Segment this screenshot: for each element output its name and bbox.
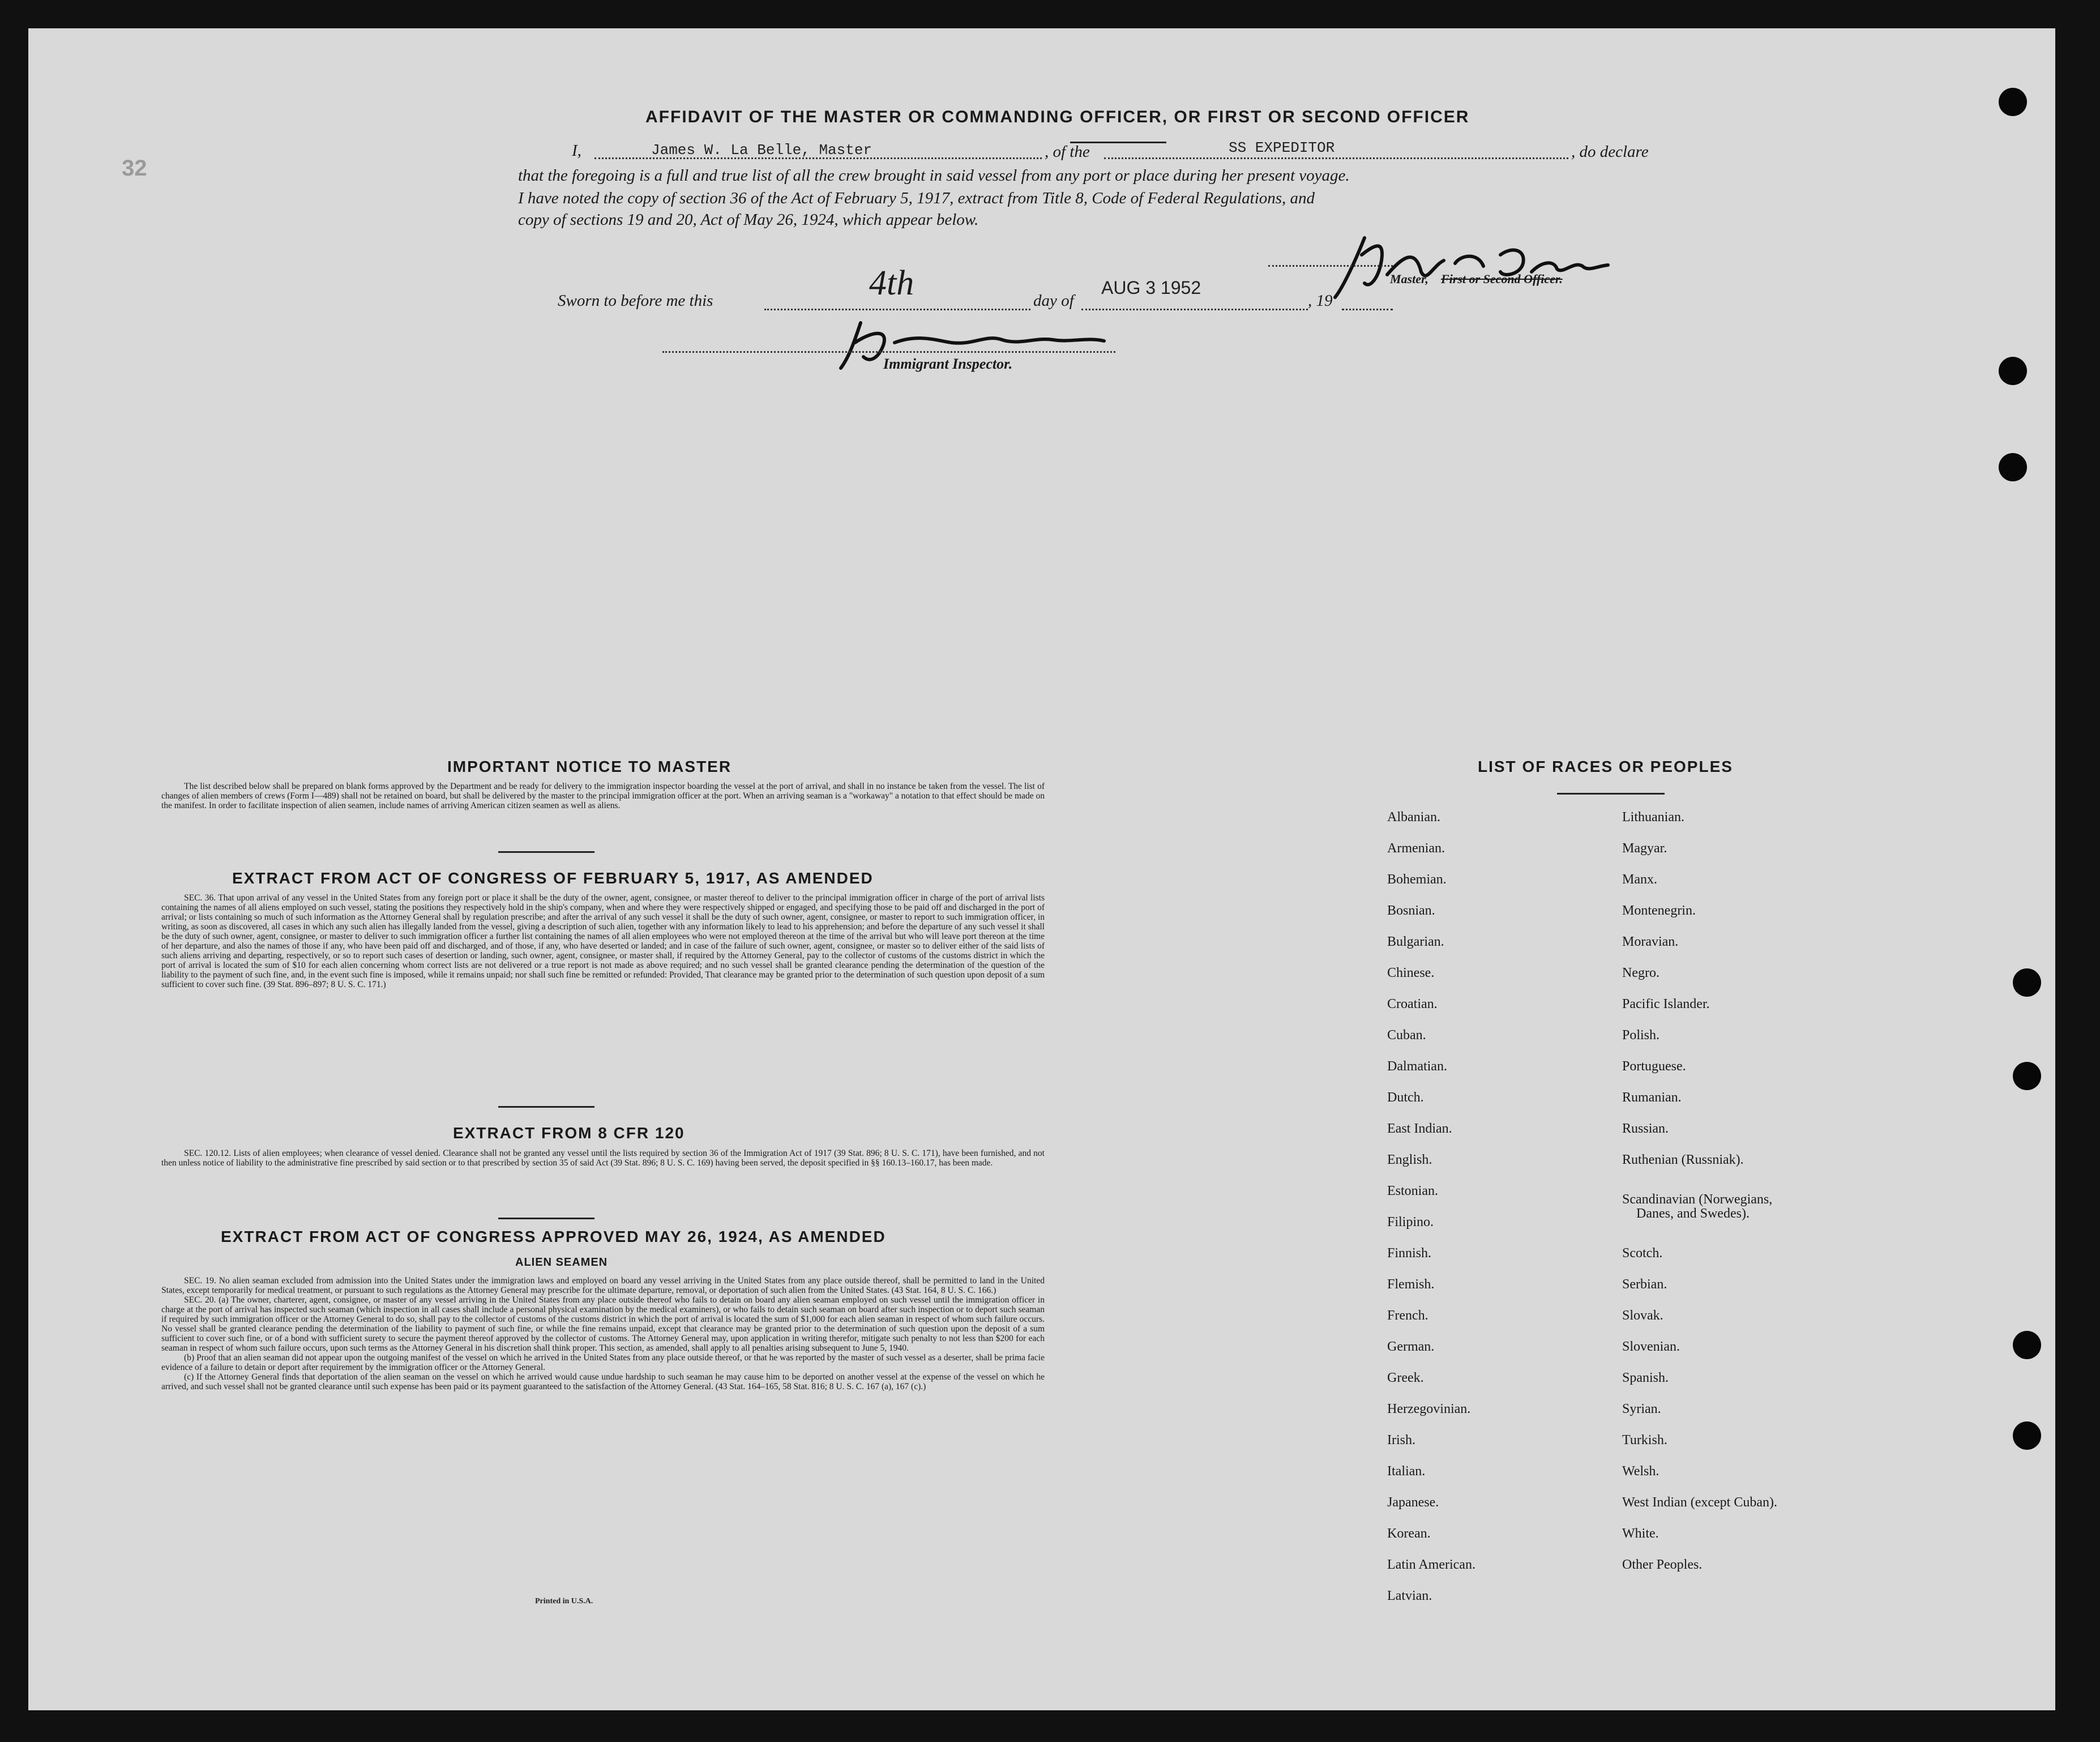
race-item: Polish. [1622, 1028, 1660, 1043]
race-item: Irish. [1387, 1433, 1415, 1448]
notice-paragraph: The list described below shall be prepared on blank forms approved by the Department and be ready for delivery to the immigration inspector boarding the vessel at the port of arrival, and shall in no instance be taken from the vessel. The list of changes of alien members of crews (Form I—489) shall not be retained on board, but shall be delivered by the master to the principal immigration officer at the port. When an arriving seaman is a "workaway" a notation to that effect should be made on the manifest. In order to facilitate inspection of alien seamen, include names of arriving American citizen seamen as well as aliens. [161, 782, 1045, 810]
declarant-name: James W. La Belle, Master [651, 142, 872, 159]
race-item: Welsh. [1622, 1464, 1660, 1479]
race-item: Latin American. [1387, 1557, 1475, 1572]
sworn-date: AUG 3 1952 [1101, 277, 1201, 298]
race-item: Greek. [1387, 1370, 1424, 1385]
race-item: Dutch. [1387, 1090, 1424, 1105]
race-item: Portuguese. [1622, 1059, 1686, 1074]
race-item: Moravian. [1622, 934, 1679, 949]
vessel-line [1104, 157, 1568, 159]
race-item: Croatian. [1387, 997, 1438, 1011]
extract-cfr-title: EXTRACT FROM 8 CFR 120 [453, 1124, 685, 1142]
races-title: LIST OF RACES OR PEOPLES [1478, 758, 1733, 775]
section-20b-paragraph: (b) Proof that an alien seaman did not appear upon the outgoing manifest of the vessel on which he arrived in the United States from any place outside thereof, or that he was reported by the master of such vessel as a deserter, shall be prima facie evidence of a failure to detain or deport after requirement by the immigration officer or the Attorney General. [161, 1353, 1045, 1372]
binder-hole [1999, 453, 2027, 481]
race-item: Filipino. [1387, 1215, 1434, 1229]
inspector-line [662, 351, 1115, 353]
race-item: Flemish. [1387, 1277, 1435, 1292]
alien-seamen-subtitle: ALIEN SEAMEN [515, 1256, 608, 1269]
race-item: Other Peoples. [1622, 1557, 1703, 1572]
race-item: Rumanian. [1622, 1090, 1682, 1105]
notice-title: IMPORTANT NOTICE TO MASTER [447, 758, 732, 775]
affidavit-line-4: copy of sections 19 and 20, Act of May 26, 1924, which appear below. [518, 211, 979, 229]
section-36-paragraph: SEC. 36. That upon arrival of any vessel in the United States from any foreign port or place it shall be the duty of the owner, agent, consignee, or master thereof to deliver to the principal immigration officer in charge of the port of arrival lists containing the names of all aliens employed on such vessel, stating the positions they respectively hold in the ship's company, when and where they were respectively shipped or engaged, and specifying those to be paid off and discharged in the port of arrival; or lists containing so much of such information as the Attorney General shall by regulation prescribe; and after the arrival of any such vessel it shall be the duty of such owner, agent, consignee, or master to report to such immigration officer, in writing, as soon as discovered, all cases in which any such alien has illegally landed from the vessel, giving a description of such alien, together with any information likely to lead to his apprehension; and before the departure of any such vessel it shall be the duty of such owner, agent, consignee, or master to deliver to such immigration officer a further list containing the names of all alien employees who were not employed thereon at the time of the arrival but who will leave port thereon at the time of her departure, and also the names of those if any, who have been paid off and discharged, and of those, if any, who have deserted or landed; and in case of the failure of such owner, agent, consignee, or master so to deliver either of the said lists of such aliens arriving and departing, respectively, or so to report such cases of desertion or landing, such owner, agent, consignee, or master shall, if required by the Attorney General, pay to the collector of customs of the customs district in which the port of arrival is located the sum of $10 for each alien concerning whom correct lists are not delivered or a true report is not made as above required; and no such vessel shall be granted clearance pending the determination of the question of the liability to the payment of such fine, and, in the event such fine is imposed, while it remains unpaid; nor shall such fine be remitted or refunded: Provided, That clearance may be granted prior to the determination of such question upon deposit of a sum sufficient to cover such fine. (39 Stat. 896–897; 8 U. S. C. 171.) [161, 893, 1045, 989]
section-19-paragraph: SEC. 19. No alien seaman excluded from admission into the United States under the immigration laws and employed on board any vessel arriving in the United States from any place outside thereof, shall be permitted to land in the United States, except temporarily for medical treatment, or pursuant to such regulations as the Attorney General may prescribe for the ultimate departure, removal, or deportation of such alien from the United States. (43 Stat. 164, 8 U. S. C. 166.) [161, 1276, 1045, 1295]
race-item: Albanian. [1387, 810, 1440, 825]
race-item: French. [1387, 1308, 1428, 1323]
affidavit-line-3: I have noted the copy of section 36 of the Act of February 5, 1917, extract from Title 8, Code of Federal Regulations, and [518, 189, 1315, 207]
signature-line [1268, 265, 1393, 267]
race-item: Russian. [1622, 1121, 1669, 1136]
master-signature [1331, 221, 1648, 306]
rule-3 [498, 1218, 594, 1219]
extract-1917-title: EXTRACT FROM ACT OF CONGRESS OF FEBRUARY 5, 1917, AS AMENDED [232, 869, 874, 887]
race-item: German. [1387, 1339, 1435, 1354]
binder-hole [2013, 1421, 2041, 1450]
sworn-day: 4th [869, 264, 914, 302]
race-item: Turkish. [1622, 1433, 1667, 1448]
race-item: Negro. [1622, 966, 1660, 980]
year-line [1342, 309, 1393, 310]
race-item-continued: Danes, and Swedes). [1636, 1206, 1750, 1221]
race-item: Scandinavian (Norwegians, [1622, 1192, 1773, 1207]
race-item: East Indian. [1387, 1121, 1452, 1136]
extract-1924-title: EXTRACT FROM ACT OF CONGRESS APPROVED MAY 26, 1924, AS AMENDED [221, 1228, 886, 1245]
race-item: Slovak. [1622, 1308, 1663, 1323]
race-item: Cuban. [1387, 1028, 1426, 1043]
race-item: Montenegrin. [1622, 903, 1696, 918]
extract-1924-text [161, 1276, 1045, 1391]
race-item: Magyar. [1622, 841, 1667, 856]
race-item: Armenian. [1387, 841, 1445, 856]
race-item: White. [1622, 1526, 1659, 1541]
race-item: Bulgarian. [1387, 934, 1444, 949]
races-rule [1557, 793, 1665, 795]
race-item: English. [1387, 1152, 1432, 1167]
margin-mark: 32 [122, 156, 147, 181]
binder-hole [1999, 88, 2027, 116]
race-item: Serbian. [1622, 1277, 1667, 1292]
rule-2 [498, 1106, 594, 1108]
race-item: Lithuanian. [1622, 810, 1684, 825]
race-item: Scotch. [1622, 1246, 1663, 1261]
race-item: Japanese. [1387, 1495, 1439, 1510]
section-20c-paragraph: (c) If the Attorney General finds that deportation of the alien seaman on the vessel on which he arrived would cause undue hardship to such seaman he may cause him to be deported on another vessel at the expense of the vessel on which he arrived, and such vessel shall not be granted clearance until such expense has been paid or its payment guaranteed to the satisfaction of the Attorney General. (43 Stat. 164–165, 58 Stat. 816; 8 U. S. C. 167 (a), 167 (c).) [161, 1372, 1045, 1391]
race-item: West Indian (except Cuban). [1622, 1495, 1777, 1510]
inspector-label: Immigrant Inspector. [883, 356, 1013, 372]
day-of-label: day of [1033, 292, 1074, 310]
rule-1 [498, 851, 594, 853]
race-item: Spanish. [1622, 1370, 1669, 1385]
binder-hole [2013, 1062, 2041, 1090]
race-item: Herzegovinian. [1387, 1402, 1471, 1416]
sworn-label: Sworn to before me this [558, 292, 713, 310]
master-title: Master, [1390, 272, 1428, 286]
printed-label: Printed in U.S.A. [535, 1597, 593, 1606]
sworn-date-line [1081, 309, 1308, 310]
race-item: Latvian. [1387, 1589, 1432, 1603]
notice-text [161, 782, 1045, 810]
race-item: Italian. [1387, 1464, 1426, 1479]
extract-1917-text [161, 893, 1045, 989]
do-declare-label: , do declare [1571, 143, 1649, 161]
binder-hole [1999, 357, 2027, 385]
race-item: Bosnian. [1387, 903, 1435, 918]
affidavit-line-2: that the foregoing is a full and true list of all the crew brought in said vessel from any port or place during her present voyage. [518, 166, 1350, 185]
of-the-label: , of the [1045, 143, 1090, 161]
race-item: Dalmatian. [1387, 1059, 1447, 1074]
section-20a-paragraph: SEC. 20. (a) The owner, charterer, agent, consignee, or master of any vessel arriving in the United States from any place outside thereof who fails to detain on board any alien seaman employed on such vessel until the immigration officer in charge at the port of arrival has inspected such seaman (which inspection in all cases shall include a personal physical examination by the medical examiners), or who fails to detain such seaman on board after such inspection or to deport such seaman if required by such immigration officer or the Attorney General to do so, shall pay to the collector of customs of the customs district in which the port of arrival is located the sum of $1,000 for each alien seaman in respect of whom such failure occurs. No vessel shall be granted clearance pending the determination of the liability to payment of such fine, or while the fine remains unpaid, except that clearance may be granted prior to the determination of such question upon the deposit of a sum sufficient to cover such fine, or of a bond with sufficient surety to secure the payment thereof approved by the collector of customs. The Attorney General may, upon application in writing therefor, mitigate such penalty to not less than $200 for each seaman in respect of whom such failure occurs, upon such terms as the Attorney General in his discretion shall think proper. This section, as amended, shall apply to all penalties arising subsequent to June 5, 1940. [161, 1295, 1045, 1353]
binder-hole [2013, 968, 2041, 997]
race-item: Ruthenian (Russniak). [1622, 1152, 1744, 1167]
sworn-day-line [764, 309, 1030, 310]
race-item: Bohemian. [1387, 872, 1447, 887]
race-item: Slovenian. [1622, 1339, 1680, 1354]
race-item: Syrian. [1622, 1402, 1661, 1416]
document-page [28, 28, 2055, 1710]
race-item: Chinese. [1387, 966, 1435, 980]
struck-officer-title: First or Second Officer. [1441, 272, 1563, 286]
vessel-name: SS EXPEDITOR [1229, 139, 1335, 156]
i-label: I, [572, 142, 581, 160]
race-item: Finnish. [1387, 1246, 1432, 1261]
race-item: Korean. [1387, 1526, 1431, 1541]
binder-hole [2013, 1331, 2041, 1359]
year-label: , 19 [1308, 292, 1333, 310]
race-item: Pacific Islander. [1622, 997, 1710, 1011]
race-item: Manx. [1622, 872, 1657, 887]
section-120-12-paragraph: SEC. 120.12. Lists of alien employees; when clearance of vessel denied. Clearance shall not be granted any vessel until the lists required by section 36 of the Immigration Act of 1917 (39 Stat. 896; 8 U. S. C. 171), have been furnished, and not then unless notice of liability to the administrative fine prescribed by said section or to that prescribed by section 35 of said Act (39 Stat. 896; 8 U. S. C. 169) having been served, the deposit specified in §§ 160.13–160.17, has been made. [161, 1148, 1045, 1168]
extract-cfr-text [161, 1148, 1045, 1168]
affidavit-title: AFFIDAVIT OF THE MASTER OR COMMANDING OFFICER, OR FIRST OR SECOND OFFICER [645, 108, 1470, 126]
race-item: Estonian. [1387, 1184, 1438, 1198]
